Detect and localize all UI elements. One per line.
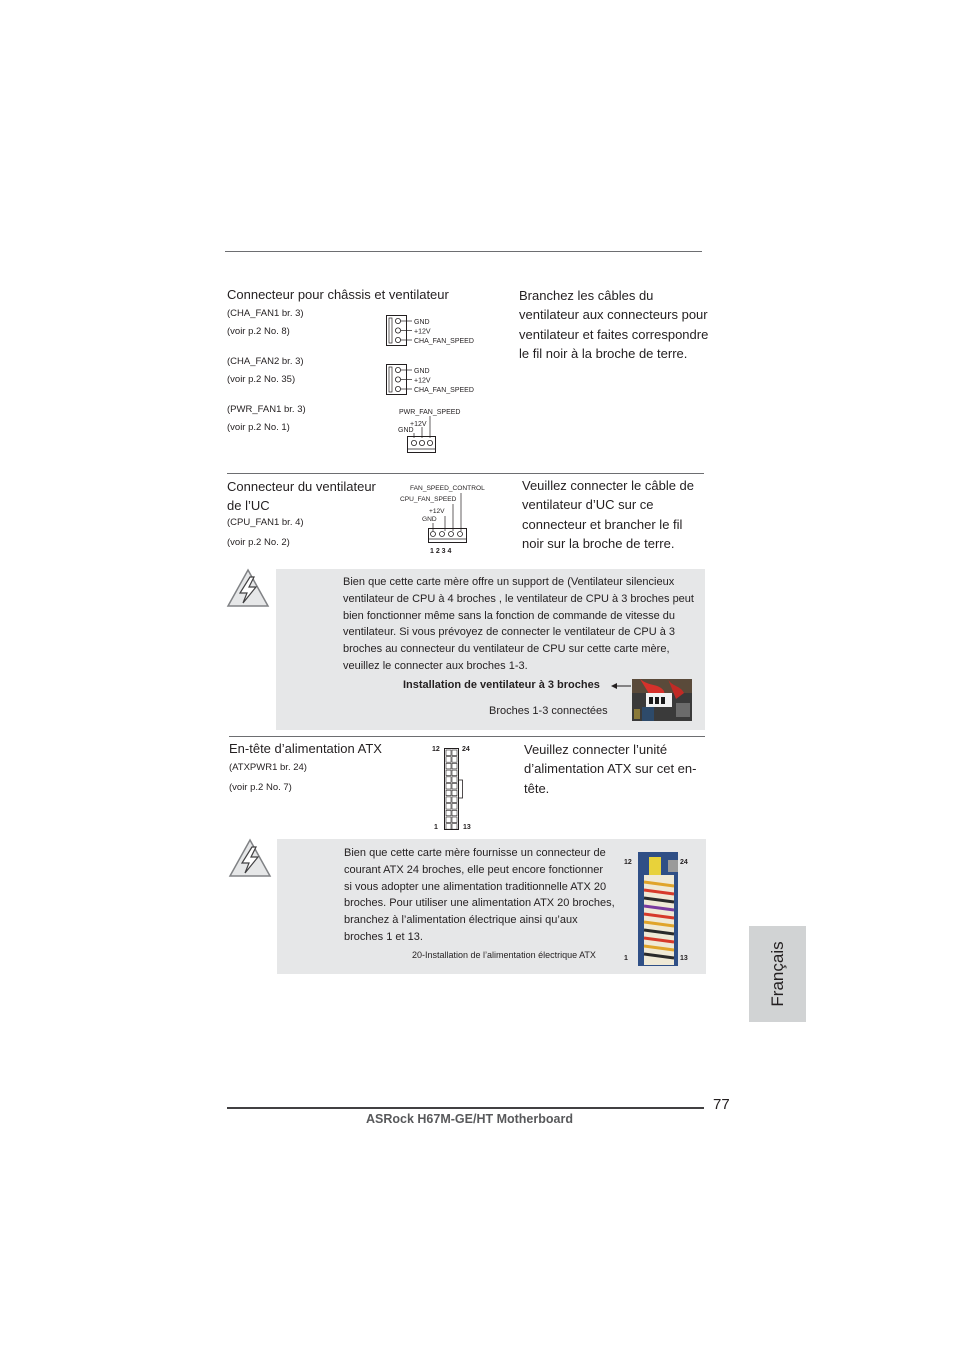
pin-label-cpu-speed: CPU_FAN_SPEED: [400, 496, 457, 503]
note2-text: [344, 845, 629, 946]
pwr-fan1-ref: (voir p.2 No. 1): [227, 422, 290, 433]
section3-description: [524, 740, 724, 798]
atxpwr1-label: (ATXPWR1 br. 24): [229, 762, 307, 773]
pin-label-13: 13: [680, 955, 688, 962]
title-line: de l’UC: [227, 498, 270, 513]
top-rule: [225, 251, 702, 252]
desc-line: noir sur la broche de terre.: [522, 535, 675, 551]
pin-label-24: 24: [462, 746, 470, 753]
note1-text: [343, 574, 705, 675]
note-line: broches 1 et 13.: [344, 930, 423, 943]
install-label: Installation de ventilateur à 3 broches: [403, 679, 600, 691]
section1-title: Connecteur pour châssis et ventilateur: [227, 287, 449, 302]
section-divider: [227, 473, 704, 474]
pin-label-cha-speed: CHA_FAN_SPEED: [414, 338, 474, 345]
note-line: ventilateur. Si vous prévoyez de connecter le ventilateur de CPU à 3: [343, 626, 676, 639]
note2-caption: 20-Installation de l’alimentation électrique ATX: [412, 950, 596, 960]
cpu-fan1-ref: (voir p.2 No. 2): [227, 537, 290, 548]
cha-fan2-connector-diagram: [385, 363, 480, 397]
pin-label-1: 1: [434, 824, 438, 831]
warning-icon: [226, 568, 270, 608]
pin-label-1: 1: [624, 955, 628, 962]
cha-fan2-label: (CHA_FAN2 br. 3): [227, 356, 304, 367]
pin-label-24: 24: [680, 859, 688, 866]
atx-connector-diagram: [428, 742, 478, 834]
pin-label-gnd: GND: [398, 427, 414, 434]
cpu-fan1-label: (CPU_FAN1 br. 4): [227, 517, 304, 528]
note-line: si vous adopter une alimentation traditionnelle ATX 20: [344, 880, 607, 893]
note-line: branchez à l’alimentation électrique ainsi qu’aux: [344, 914, 578, 927]
desc-line: d’alimentation ATX sur cet en-: [524, 761, 697, 777]
pin-label-gnd: GND: [422, 516, 437, 523]
pin-numbers: 1 2 3 4: [430, 548, 452, 555]
arrow-left-icon: [610, 681, 632, 691]
title-line: Connecteur du ventilateur: [227, 479, 376, 494]
desc-line: Veuillez connecter l’unité: [524, 742, 668, 757]
footer-rule: [227, 1107, 704, 1109]
pwr-fan1-label: (PWR_FAN1 br. 3): [227, 404, 306, 415]
note-line: veuillez le connecter aux broches 1-3.: [343, 659, 528, 672]
cha-fan1-connector-diagram: [385, 314, 480, 348]
note-line: broches au connecteur du ventilateur de CPU sur cette carte mère,: [343, 643, 670, 656]
note-line: courant ATX 24 broches, elle peut encore fonctionner: [344, 863, 604, 876]
desc-line: connecteur et brancher le fil: [522, 516, 683, 532]
pin-label-gnd: GND: [414, 319, 430, 326]
note-line: ventilateur de CPU à 4 broches , le ventilateur de CPU à 3 broches peut: [343, 592, 694, 605]
language-tab-label: Français: [767, 941, 787, 1007]
cpu-fan-connector-diagram: [398, 481, 493, 557]
warning-icon: [228, 838, 272, 878]
cha-fan1-ref: (voir p.2 No. 8): [227, 326, 290, 337]
atxpwr1-ref: (voir p.2 No. 7): [229, 782, 292, 793]
note-line: bien fonctionner même sans la fonction de commande de vitesse du: [343, 609, 676, 622]
desc-line: le fil noir à la broche de terre.: [519, 345, 688, 361]
desc-line: ventilateur aux connecteurs pour: [519, 307, 708, 323]
page-number: 77: [713, 1096, 730, 1113]
desc-line: Veuillez connecter le câble de: [522, 478, 695, 493]
pin-label-cha-speed: CHA_FAN_SPEED: [414, 387, 474, 394]
pin-label-13: 13: [463, 824, 471, 831]
footer-product: ASRock H67M-GE/HT Motherboard: [366, 1112, 573, 1126]
pin-label-12v: +12V: [410, 421, 427, 428]
section2-description: [522, 476, 722, 553]
pin-label-gnd: GND: [414, 368, 430, 375]
pin-label-12v: +12V: [429, 508, 445, 515]
section2-title: [227, 477, 376, 515]
pin-label-12v: +12V: [414, 377, 431, 385]
pin-label-12v: +12V: [414, 328, 431, 336]
section1-description: [519, 286, 719, 363]
desc-line: ventilateur d’UC sur ce: [522, 497, 654, 513]
note-line: Bien que cette carte mère offre un support de (Ventilateur silencieux: [343, 576, 675, 588]
atx-installation-photo: [622, 850, 694, 968]
desc-line: tête.: [524, 780, 550, 796]
desc-line: ventilateur et faites correspondre: [519, 326, 709, 342]
note-line: broches. Pour utiliser une alimentation ATX 20 broches,: [344, 897, 615, 910]
section3-title: En-tête d’alimentation ATX: [229, 741, 382, 756]
pin-label-control: FAN_SPEED_CONTROL: [410, 485, 485, 492]
cha-fan1-label: (CHA_FAN1 br. 3): [227, 308, 304, 319]
cha-fan2-ref: (voir p.2 No. 35): [227, 374, 296, 385]
section-divider: [229, 736, 705, 737]
fan-connector-photo: [632, 679, 692, 721]
pin-label-12: 12: [432, 746, 440, 753]
connected-label: Broches 1-3 connectées: [489, 705, 608, 717]
note-line: Bien que cette carte mère fournisse un connecteur de: [344, 847, 606, 859]
pin-label-12: 12: [624, 859, 632, 866]
pin-label-pwr-speed: PWR_FAN_SPEED: [399, 409, 461, 416]
pwr-fan1-connector-diagram: [396, 405, 471, 457]
desc-line: Branchez les câbles du: [519, 288, 654, 303]
language-tab: [749, 926, 806, 1022]
